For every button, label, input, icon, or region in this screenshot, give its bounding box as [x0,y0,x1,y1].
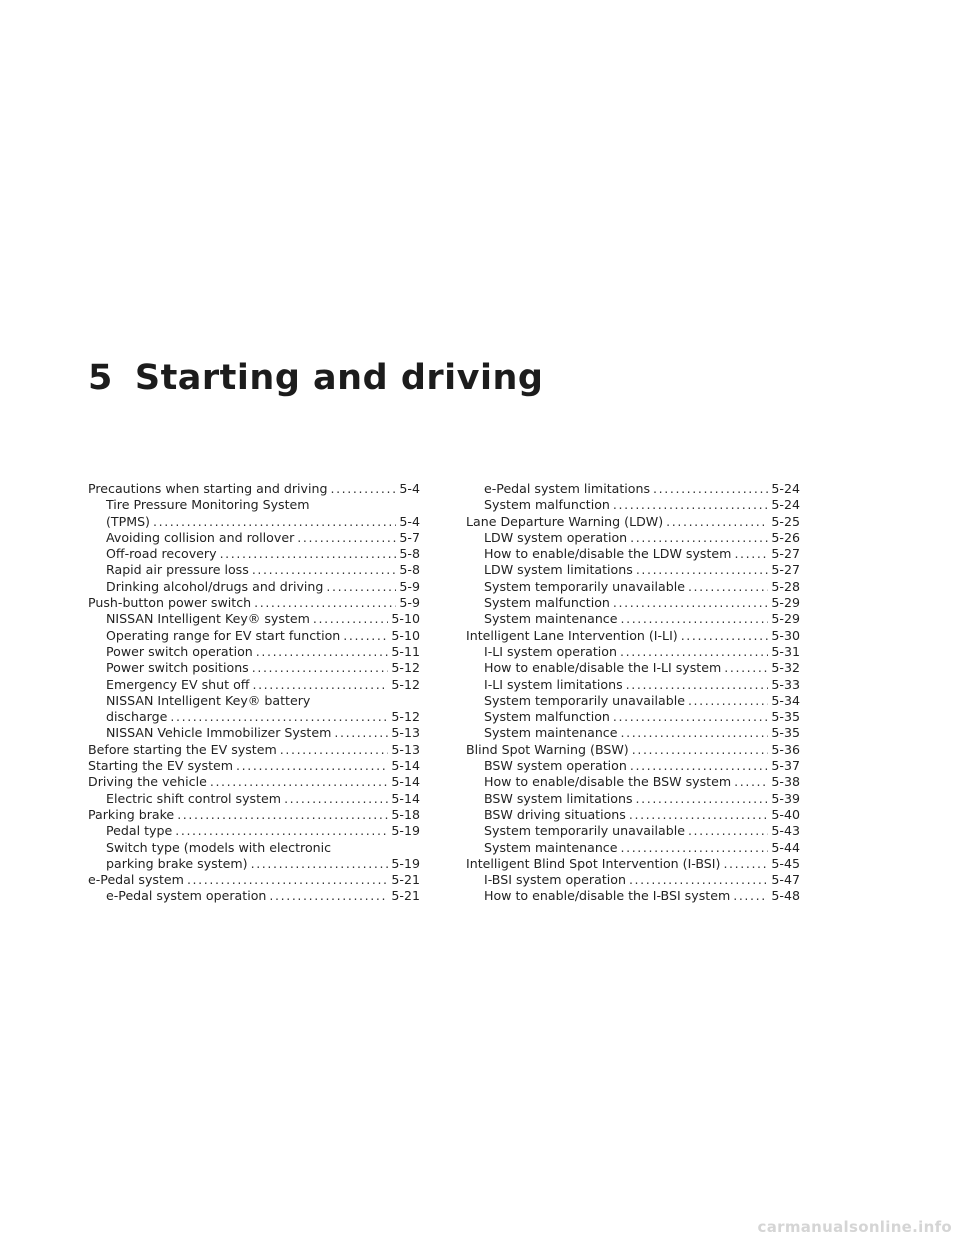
toc-entry[interactable] [88,791,420,807]
toc-entry[interactable] [88,709,420,725]
toc-entry[interactable] [466,546,800,562]
toc-entry-label: System temporarily unavailable [484,578,685,594]
toc-entry-label: How to enable/disable the I-LI system [484,660,722,676]
toc-entry-label: Parking brake [88,806,175,822]
toc-entry[interactable] [88,595,420,611]
toc-entry-label: e-Pedal system operation [106,888,267,904]
toc-entry-label: BSW system operation [484,758,627,774]
toc-entry[interactable] [466,530,800,546]
toc-entry[interactable] [466,807,800,823]
toc-leader-dots [252,660,389,676]
toc-entry-page: 5-10 [391,611,420,627]
toc-entry[interactable] [88,546,420,562]
toc-leader-dots [256,644,389,660]
toc-entry-label: NISSAN Intelligent Key® battery [106,692,311,708]
toc-leader-dots [688,579,768,595]
toc-entry[interactable] [88,807,420,823]
toc-leader-dots [620,611,768,627]
toc-entry-label: Emergency EV shut off [106,676,250,692]
toc-entry[interactable] [466,644,800,660]
toc-leader-dots [297,530,396,546]
toc-entry-label: Operating range for EV start function [106,627,341,643]
toc-entry-label: How to enable/disable the I-BSI system [484,888,731,904]
toc-leader-dots [330,481,396,497]
toc-entry-page: 5-10 [391,627,420,643]
toc-entry[interactable] [466,725,800,741]
toc-entry-label: Driving the vehicle [88,774,207,790]
toc-entry-label: System malfunction [484,497,610,513]
toc-leader-dots [620,725,768,741]
toc-entry[interactable] [88,562,420,578]
toc-entry-page: 5-32 [771,660,800,676]
toc-entry-page: 5-40 [771,806,800,822]
toc-leader-dots [653,481,768,497]
chapter-number: 5 [88,358,113,398]
toc-entry-page: 5-29 [771,611,800,627]
toc-entry[interactable] [466,628,800,644]
toc-leader-dots [236,758,388,774]
toc-entry-label: Avoiding collision and rollover [106,529,295,545]
toc-entry-page: 5-11 [391,643,420,659]
toc-leader-dots [666,514,768,530]
toc-entry-label: LDW system limitations [484,562,633,578]
toc-leader-dots [626,677,769,693]
toc-entry[interactable] [88,872,420,888]
toc-entry-label: Tire Pressure Monitoring System [106,497,310,513]
toc-entry-label: Intelligent Lane Intervention (I-LI) [466,627,678,643]
toc-leader-dots [630,530,768,546]
toc-entry[interactable] [466,693,800,709]
toc-entry[interactable] [88,758,420,774]
toc-leader-dots [254,595,396,611]
toc-leader-dots [313,611,389,627]
toc-entry-page: 5-8 [399,562,420,578]
toc-entry-page: 5-13 [391,741,420,757]
toc-entry-page: 5-31 [771,643,800,659]
toc-entry-page: 5-35 [771,709,800,725]
toc-entry[interactable] [88,725,420,741]
toc-entry-page: 5-43 [771,823,800,839]
toc-entry[interactable] [466,481,800,497]
toc-leader-dots [681,628,769,644]
toc-entry[interactable] [466,872,800,888]
toc-leader-dots [170,709,388,725]
toc-entry-label: Drinking alcohol/drugs and driving [106,578,324,594]
toc-entry-label: Starting the EV system [88,758,234,774]
toc-entry[interactable] [88,611,420,627]
toc-entry-label: I-LI system operation [484,643,617,659]
toc-leader-dots [252,677,388,693]
toc-entry-label: Electric shift control system [106,790,282,806]
toc-entry[interactable] [88,514,420,530]
toc-leader-dots [280,742,389,758]
toc-entry-label: System malfunction [484,595,610,611]
toc-entry-page: 5-14 [391,774,420,790]
toc-entry[interactable] [466,579,800,595]
toc-entry-page: 5-14 [391,758,420,774]
toc-entry[interactable] [466,611,800,627]
toc-entry-page: 5-4 [399,513,420,529]
toc-leader-dots [734,546,768,562]
toc-entry-page: 5-4 [399,481,420,496]
toc-leader-dots [629,872,768,888]
toc-entry[interactable] [88,579,420,595]
toc-entry[interactable] [88,660,420,676]
toc-leader-dots [153,514,396,530]
chapter-title [88,358,543,398]
toc-entry-page: 5-19 [391,855,420,871]
toc-leader-dots [252,562,397,578]
toc-leader-dots [629,807,769,823]
toc-column-left [88,481,420,905]
toc-entry[interactable] [88,888,420,904]
toc-entry-label: e-Pedal system limitations [484,481,651,496]
toc-entry[interactable] [466,497,800,513]
toc-entry-label: NISSAN Intelligent Key® system [106,611,310,627]
toc-entry-page: 5-44 [771,839,800,855]
toc-column-right [466,481,800,905]
toc-entry-page: 5-12 [391,676,420,692]
toc-entry-label: Push-button power switch [88,595,252,611]
toc-entry-page: 5-45 [771,855,800,871]
toc-entry-page: 5-34 [771,692,800,708]
toc-entry-page: 5-26 [771,529,800,545]
toc-entry-label: Lane Departure Warning (LDW) [466,513,664,529]
toc-entry-label: BSW system limitations [484,790,633,806]
toc-entry[interactable] [466,888,800,904]
toc-entry-page: 5-9 [399,578,420,594]
toc-entry-page: 5-12 [391,660,420,676]
toc-entry[interactable] [88,677,420,693]
toc-leader-dots [613,709,769,725]
toc-entry-label: Off-road recovery [106,546,217,562]
toc-entry-page: 5-29 [771,595,800,611]
toc-leader-dots [613,595,769,611]
toc-entry-label: Precautions when starting and driving [88,481,328,496]
toc-entry-page: 5-36 [771,741,800,757]
toc-entry[interactable] [466,758,800,774]
toc-entry-page: 5-18 [391,806,420,822]
toc-entry-page: 5-21 [391,872,420,888]
toc-entry[interactable] [88,823,420,839]
toc-entry-label: Rapid air pressure loss [106,562,249,578]
toc-leader-dots [630,758,769,774]
toc-leader-dots [636,791,769,807]
toc-entry[interactable] [466,791,800,807]
toc-entry[interactable] [466,677,800,693]
toc-entry-page: 5-27 [771,562,800,578]
toc-entry-page: 5-35 [771,725,800,741]
toc-entry[interactable] [466,595,800,611]
toc-entry-page: 5-7 [399,529,420,545]
toc-entry-label: NISSAN Vehicle Immobilizer System [106,725,332,741]
toc-leader-dots [220,546,397,562]
toc-leader-dots [636,562,769,578]
toc-entry-page: 5-37 [771,758,800,774]
toc-entry-label: I-LI system limitations [484,676,623,692]
toc-entry[interactable] [88,856,420,872]
toc-entry-label: Before starting the EV system [88,741,277,757]
toc-entry-label: System maintenance [484,839,618,855]
toc-entry-page: 5-8 [399,546,420,562]
toc-entry-page: 5-30 [771,627,800,643]
toc-entry-label: Switch type (models with electronic [106,839,332,855]
toc-leader-dots [620,840,768,856]
toc-leader-dots [723,856,768,872]
watermark: carmanualsonline.info [757,1218,952,1236]
toc-entry[interactable] [466,514,800,530]
toc-entry-label: discharge [106,709,168,725]
toc-entry-label: System maintenance [484,611,618,627]
toc-entry[interactable] [466,742,800,758]
toc-entry-page: 5-21 [391,888,420,904]
toc-entry-label: How to enable/disable the BSW system [484,774,732,790]
toc-leader-dots [724,660,768,676]
toc-entry[interactable] [466,562,800,578]
toc-leader-dots [177,807,388,823]
toc-entry[interactable] [88,693,420,709]
toc-leader-dots [210,774,389,790]
toc-entry-page: 5-9 [399,595,420,611]
toc-entry[interactable] [88,774,420,790]
toc-entry[interactable] [88,481,420,497]
toc-entry[interactable] [88,840,420,856]
toc-entry[interactable] [88,628,420,644]
toc-leader-dots [187,872,388,888]
toc-entry-page: 5-24 [771,497,800,513]
toc-leader-dots [175,823,388,839]
toc-entry[interactable] [88,644,420,660]
toc-entry-page: 5-27 [771,546,800,562]
toc-entry-label: Power switch operation [106,643,253,659]
toc-entry-page: 5-19 [391,823,420,839]
toc-leader-dots [284,791,388,807]
toc-entry-label: e-Pedal system [88,872,184,888]
toc-entry-label: System malfunction [484,709,610,725]
toc-entry-page: 5-13 [391,725,420,741]
toc-entry-label: (TPMS) [106,513,150,529]
toc-entry-page: 5-28 [771,578,800,594]
toc-entry-label: How to enable/disable the LDW system [484,546,732,562]
toc-entry[interactable] [466,856,800,872]
toc-entry[interactable] [88,497,420,513]
toc-entry-label: LDW system operation [484,529,628,545]
toc-entry-label: System maintenance [484,725,618,741]
toc-leader-dots [251,856,389,872]
toc-leader-dots [620,644,768,660]
toc-leader-dots [326,579,396,595]
toc-entry-label: I-BSI system operation [484,872,626,888]
toc-entry-page: 5-14 [391,790,420,806]
toc-entry-page: 5-25 [771,513,800,529]
toc-entry-page: 5-38 [771,774,800,790]
toc-entry-label: Pedal type [106,823,173,839]
toc-entry-label: BSW driving situations [484,806,626,822]
toc-entry[interactable] [466,774,800,790]
toc-entry-label: System temporarily unavailable [484,823,685,839]
toc-leader-dots [733,888,768,904]
toc-entry[interactable] [88,742,420,758]
toc-entry-page: 5-47 [771,872,800,888]
toc-entry[interactable] [466,709,800,725]
toc-entry[interactable] [88,530,420,546]
toc-entry[interactable] [466,823,800,839]
toc-entry-page: 5-12 [391,709,420,725]
toc-leader-dots [734,774,768,790]
toc-leader-dots [334,725,388,741]
toc-entry-label: parking brake system) [106,855,248,871]
toc-entry-label: System temporarily unavailable [484,692,685,708]
toc-leader-dots [688,693,768,709]
toc-entry-page: 5-33 [771,676,800,692]
toc-leader-dots [269,888,388,904]
toc-entry-label: Intelligent Blind Spot Intervention (I-BSI) [466,855,721,871]
toc-leader-dots [343,628,388,644]
toc-entry-page: 5-48 [771,888,800,904]
toc-entry-label: Power switch positions [106,660,249,676]
toc-entry[interactable] [466,840,800,856]
chapter-name: Starting and driving [134,358,544,398]
toc-entry-page: 5-24 [771,481,800,496]
toc-leader-dots [613,497,769,513]
toc-entry-page: 5-39 [771,790,800,806]
toc-entry[interactable] [466,660,800,676]
toc-leader-dots [688,823,768,839]
toc-leader-dots [632,742,769,758]
toc-entry-label: Blind Spot Warning (BSW) [466,741,629,757]
